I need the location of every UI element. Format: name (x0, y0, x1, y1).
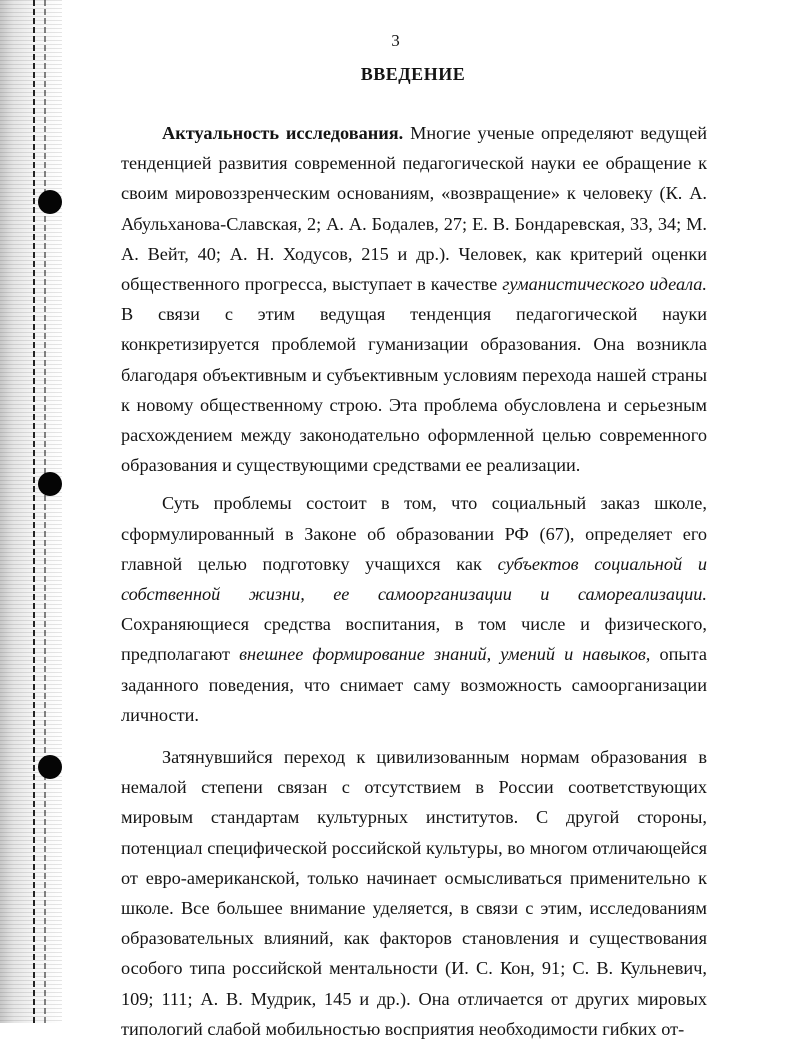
document-body (121, 118, 707, 1044)
page-heading: ВВЕДЕНИЕ (360, 64, 466, 84)
paragraph-text: опыта заданного поведения, что снимает саму возможность самоорганизации личности. (121, 644, 707, 725)
paragraph-relevance (121, 118, 707, 480)
binder-punch-hole (38, 472, 62, 496)
paragraph-transition (121, 742, 707, 1044)
emphasis-text: субъектов социальной и собственной жизни, ее самоорганизации и самореализации. (121, 553, 707, 605)
scan-artifact-line (33, 0, 35, 1023)
page-number: 3 (391, 31, 400, 50)
binder-punch-hole (38, 755, 62, 779)
scan-shadow-edge (0, 0, 62, 1023)
scan-artifact-line (44, 0, 46, 1023)
paragraph-text: В связи с этим ведущая тенденция педагогической науки конкретизируется проблемой гуманизации образования. Она возникла благодаря объективным и субъективным условиям перехода нашей страны к новому общественному строю. Эта проблема обусловлена и серьезным расхождением между законодательно оформленной целью современного образования и существующими средствами ее реализации. (121, 304, 707, 476)
paragraph-problem (121, 488, 707, 730)
paragraph-text: Затянувшийся переход к цивилизованным нормам образования в немалой степени связан с отсутствием в России соответствующих мировым стандартам культурных институтов. С другой стороны, потенциал специфической российской культуры, во многом отличающейся от евро-американской, только начинает осмысливаться применительно к школе. Все большее внимание уделяется, в связи с этим, исследованиям образовательных влияний, как факторов становления и существования особого типа российской ментальности (И. С. Кон, 91; С. В. Кульневич, 109; 111; А. В. Мудрик, 145 и др.). Она отличается от других мировых типологий слабой мобильностью восприятия необходимости гибких от- (121, 747, 707, 1039)
emphasis-text: гуманистического идеала. (502, 274, 707, 295)
emphasis-text: внешнее формирование знаний, умений и навыков, (239, 644, 651, 665)
binder-punch-hole (38, 190, 62, 214)
paragraph-lead: Актуальность исследования. (162, 123, 404, 143)
paragraph-text: Сохраняющиеся средства воспитания, в том числе и физического, предполагают (121, 614, 707, 665)
paragraph-text: Многие ученые определяют ведущей тенденцией развития современной педагогической науки ее обращение к своим мировоззренческим основаниям, «возвращение» к человеку (К. А. Абульханова-Славская, 2; А. А. Бодалев, 27; Е. В. Бондаревская, 33, 34; М. А. Вейт, 40; А. Н. Ходусов, 215 и др.). Человек, как критерий оценки общественного прогресса, выступает в качестве (121, 123, 708, 295)
paragraph-text: Суть проблемы состоит в том, что социальный заказ школе, сформулированный в Законе об образовании РФ (67), определяет его главной целью подготовку учащихся как (121, 493, 707, 574)
